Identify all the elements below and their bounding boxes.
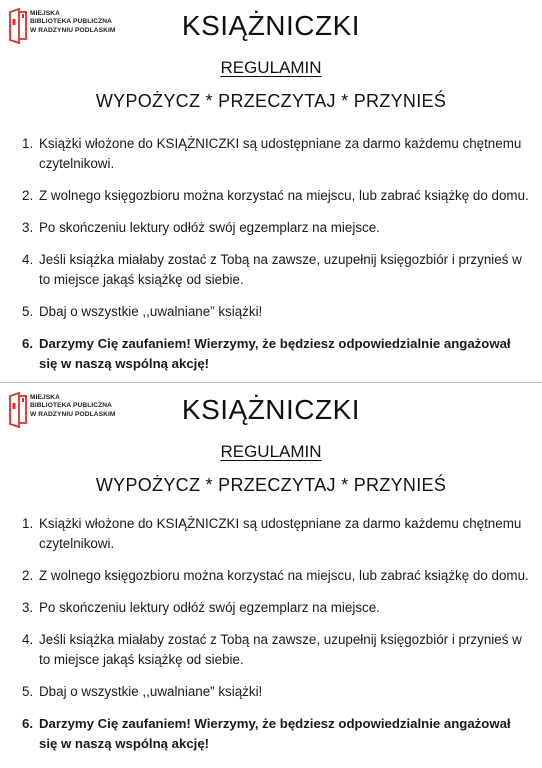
list-item bbox=[22, 630, 530, 670]
rule-text: Darzymy Cię zaufaniem! Wierzymy, że będziesz odpowiedzialnie angażował się w naszą wspólną akcję! bbox=[39, 336, 511, 371]
page-title: KSIĄŻNICZKI bbox=[181, 394, 361, 425]
rule-number: 1. bbox=[22, 136, 34, 151]
list-item bbox=[22, 514, 530, 554]
rule-text: Książki włożone do KSIĄŻNICZKI są udostępniane za darmo każdemu chętnemu czytelnikowi. bbox=[39, 516, 522, 551]
list-item bbox=[22, 682, 530, 702]
motto: WYPOŻYCZ * PRZECZYTAJ * PRZYNIEŚ bbox=[95, 91, 447, 111]
rule-text: Jeśli książka miałaby zostać z Tobą na zawsze, uzupełnij księgozbiór i przynieś w to miejsce jakąś książkę od siebie. bbox=[39, 632, 522, 667]
logo-line: BIBLIOTEKA PUBLICZNA bbox=[30, 402, 112, 410]
rule-text: Z wolnego księgozbioru można korzystać na miejscu, lub zabrać książkę do domu. bbox=[39, 568, 529, 583]
rule-number: 2. bbox=[22, 568, 34, 583]
rule-number: 5. bbox=[22, 684, 34, 699]
rule-number: 3. bbox=[22, 220, 34, 235]
rule-number: 2. bbox=[22, 188, 34, 203]
page-title: KSIĄŻNICZKI bbox=[181, 10, 361, 41]
logo-line: MIEJSKA bbox=[30, 10, 61, 17]
notice-bottom bbox=[0, 384, 542, 768]
subtitle: REGULAMIN bbox=[220, 58, 322, 77]
list-item bbox=[22, 134, 530, 174]
rule-text: Darzymy Cię zaufaniem! Wierzymy, że będziesz odpowiedzialnie angażował się w naszą wspólną akcję! bbox=[39, 716, 511, 751]
subtitle: REGULAMIN bbox=[220, 442, 322, 461]
rule-text: Dbaj o wszystkie ,,uwalniane” książki! bbox=[39, 684, 263, 699]
list-item bbox=[22, 186, 530, 206]
logo-line: W RADZYNIU PODLASKIM bbox=[30, 410, 116, 418]
list-item bbox=[22, 714, 530, 754]
list-item bbox=[22, 566, 530, 586]
rule-number: 3. bbox=[22, 600, 34, 615]
rule-number: 1. bbox=[22, 516, 34, 531]
rule-text: Jeśli książka miałaby zostać z Tobą na zawsze, uzupełnij księgozbiór i przynieś w to miejsce jakąś książkę od siebie. bbox=[39, 252, 522, 287]
rule-text: Dbaj o wszystkie ,,uwalniane” książki! bbox=[39, 304, 263, 319]
divider bbox=[0, 382, 542, 383]
rule-number: 5. bbox=[22, 304, 34, 319]
logo-line: MIEJSKA bbox=[30, 394, 61, 401]
rule-number: 6. bbox=[22, 336, 33, 351]
logo-line: BIBLIOTEKA PUBLICZNA bbox=[30, 18, 112, 26]
rule-text: Z wolnego księgozbioru można korzystać na miejscu, lub zabrać książkę do domu. bbox=[39, 188, 529, 203]
list-item bbox=[22, 218, 530, 238]
list-item bbox=[22, 302, 530, 322]
logo-line: W RADZYNIU PODLASKIM bbox=[30, 26, 116, 34]
rule-number: 4. bbox=[22, 252, 34, 267]
rule-text: Po skończeniu lektury odłóż swój egzemplarz na miejsce. bbox=[39, 600, 380, 615]
rule-text: Po skończeniu lektury odłóż swój egzemplarz na miejsce. bbox=[39, 220, 380, 235]
list-item bbox=[22, 598, 530, 618]
motto: WYPOŻYCZ * PRZECZYTAJ * PRZYNIEŚ bbox=[95, 475, 447, 495]
list-item bbox=[22, 334, 530, 374]
list-item bbox=[22, 250, 530, 290]
rule-number: 4. bbox=[22, 632, 34, 647]
rule-number: 6. bbox=[22, 716, 33, 731]
rule-text: Książki włożone do KSIĄŻNICZKI są udostępniane za darmo każdemu chętnemu czytelnikowi. bbox=[39, 136, 522, 171]
